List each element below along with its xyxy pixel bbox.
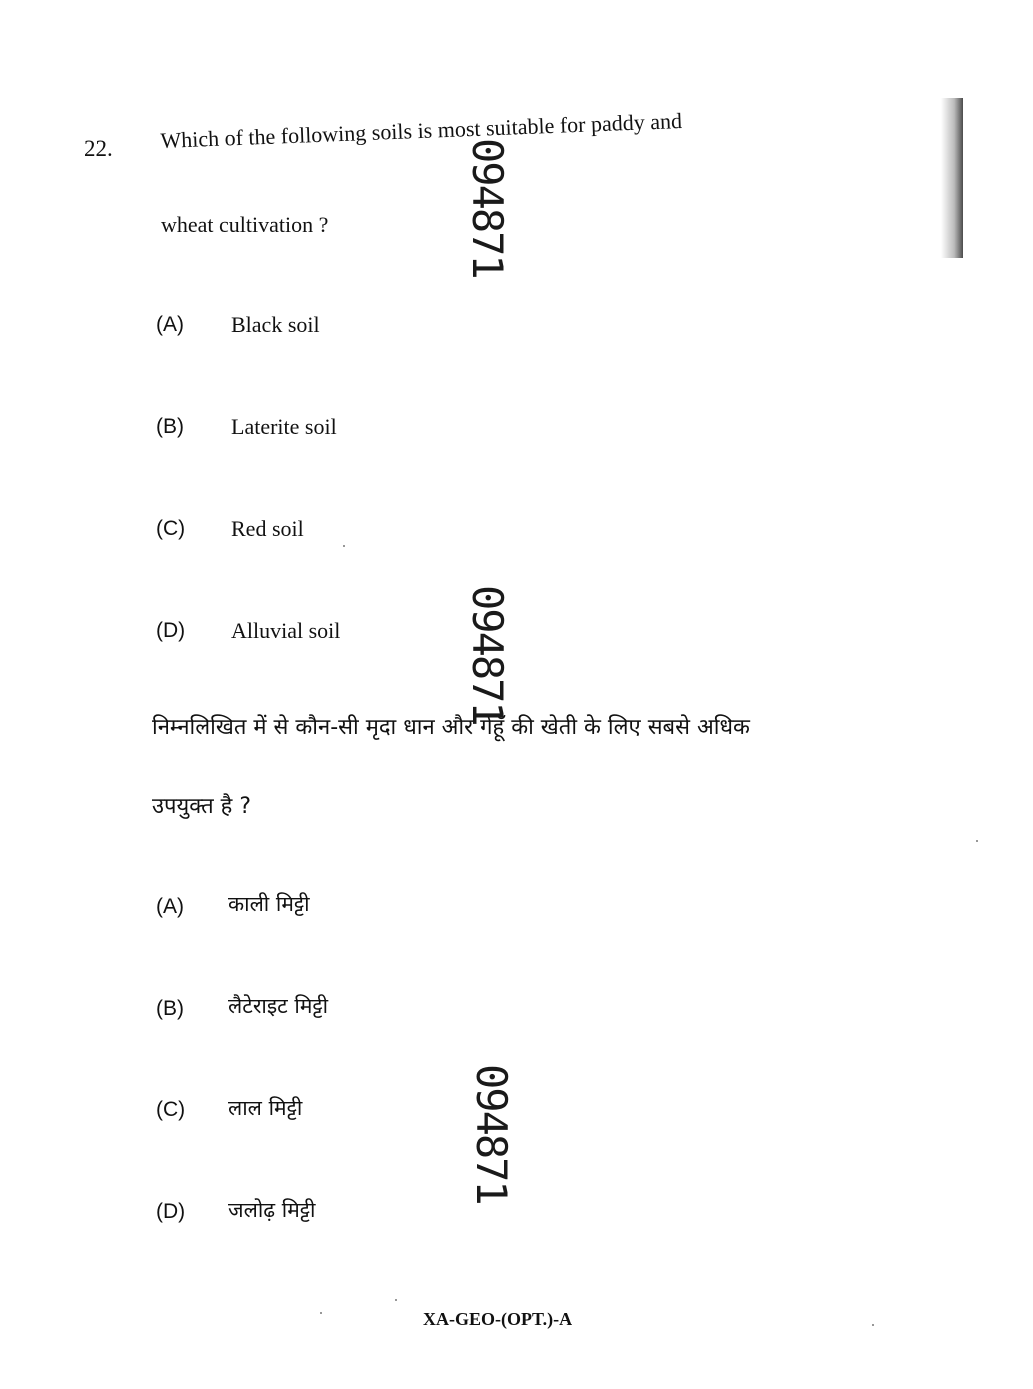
option-text-a-en: Black soil [231,312,320,337]
serial-number-stamp: 094871 [467,1064,516,1204]
serial-number-stamp: 094871 [463,585,512,725]
option-text-c-hi: लाल मिट्टी [228,1096,303,1120]
option-text-d-hi: जलोढ़ मिट्टी [228,1198,316,1222]
question-text-hindi-line1: निम्नलिखित में से कौन-सी मृदा धान और गेहूँ की खेती के लिए सबसे अधिक [152,715,750,740]
option-text-d-en: Alluvial soil [231,618,341,643]
scan-speck [976,840,978,842]
option-letter-d-en: (D) [156,619,186,642]
option-text-c-en: Red soil [231,516,304,541]
option-letter-d-hi: (D) [156,1200,186,1223]
option-text-a-hi: काली मिट्टी [228,892,310,916]
question-text-english-line1: Which of the following soils is most suitable for paddy and [160,107,683,154]
scan-speck [343,545,345,547]
question-number: 22. [84,136,113,161]
option-letter-b-hi: (B) [156,997,184,1020]
option-letter-a-en: (A) [156,313,184,336]
serial-number-stamp: 094871 [463,138,512,278]
scan-speck [320,1312,322,1314]
option-letter-c-en: (C) [156,517,186,540]
option-letter-b-en: (B) [156,415,184,438]
option-text-b-hi: लैटेराइट मिट्टी [228,994,329,1018]
option-text-b-en: Laterite soil [231,414,337,439]
option-letter-c-hi: (C) [156,1098,186,1121]
scan-speck [872,1324,874,1326]
scan-shadow [941,98,963,258]
paper-code-footer: XA-GEO-(OPT.)-A [423,1309,573,1329]
question-text-english-line2: wheat cultivation ? [161,212,329,237]
question-text-hindi-line2: उपयुक्त है ? [152,794,251,819]
scan-speck [395,1299,397,1301]
option-letter-a-hi: (A) [156,895,184,918]
